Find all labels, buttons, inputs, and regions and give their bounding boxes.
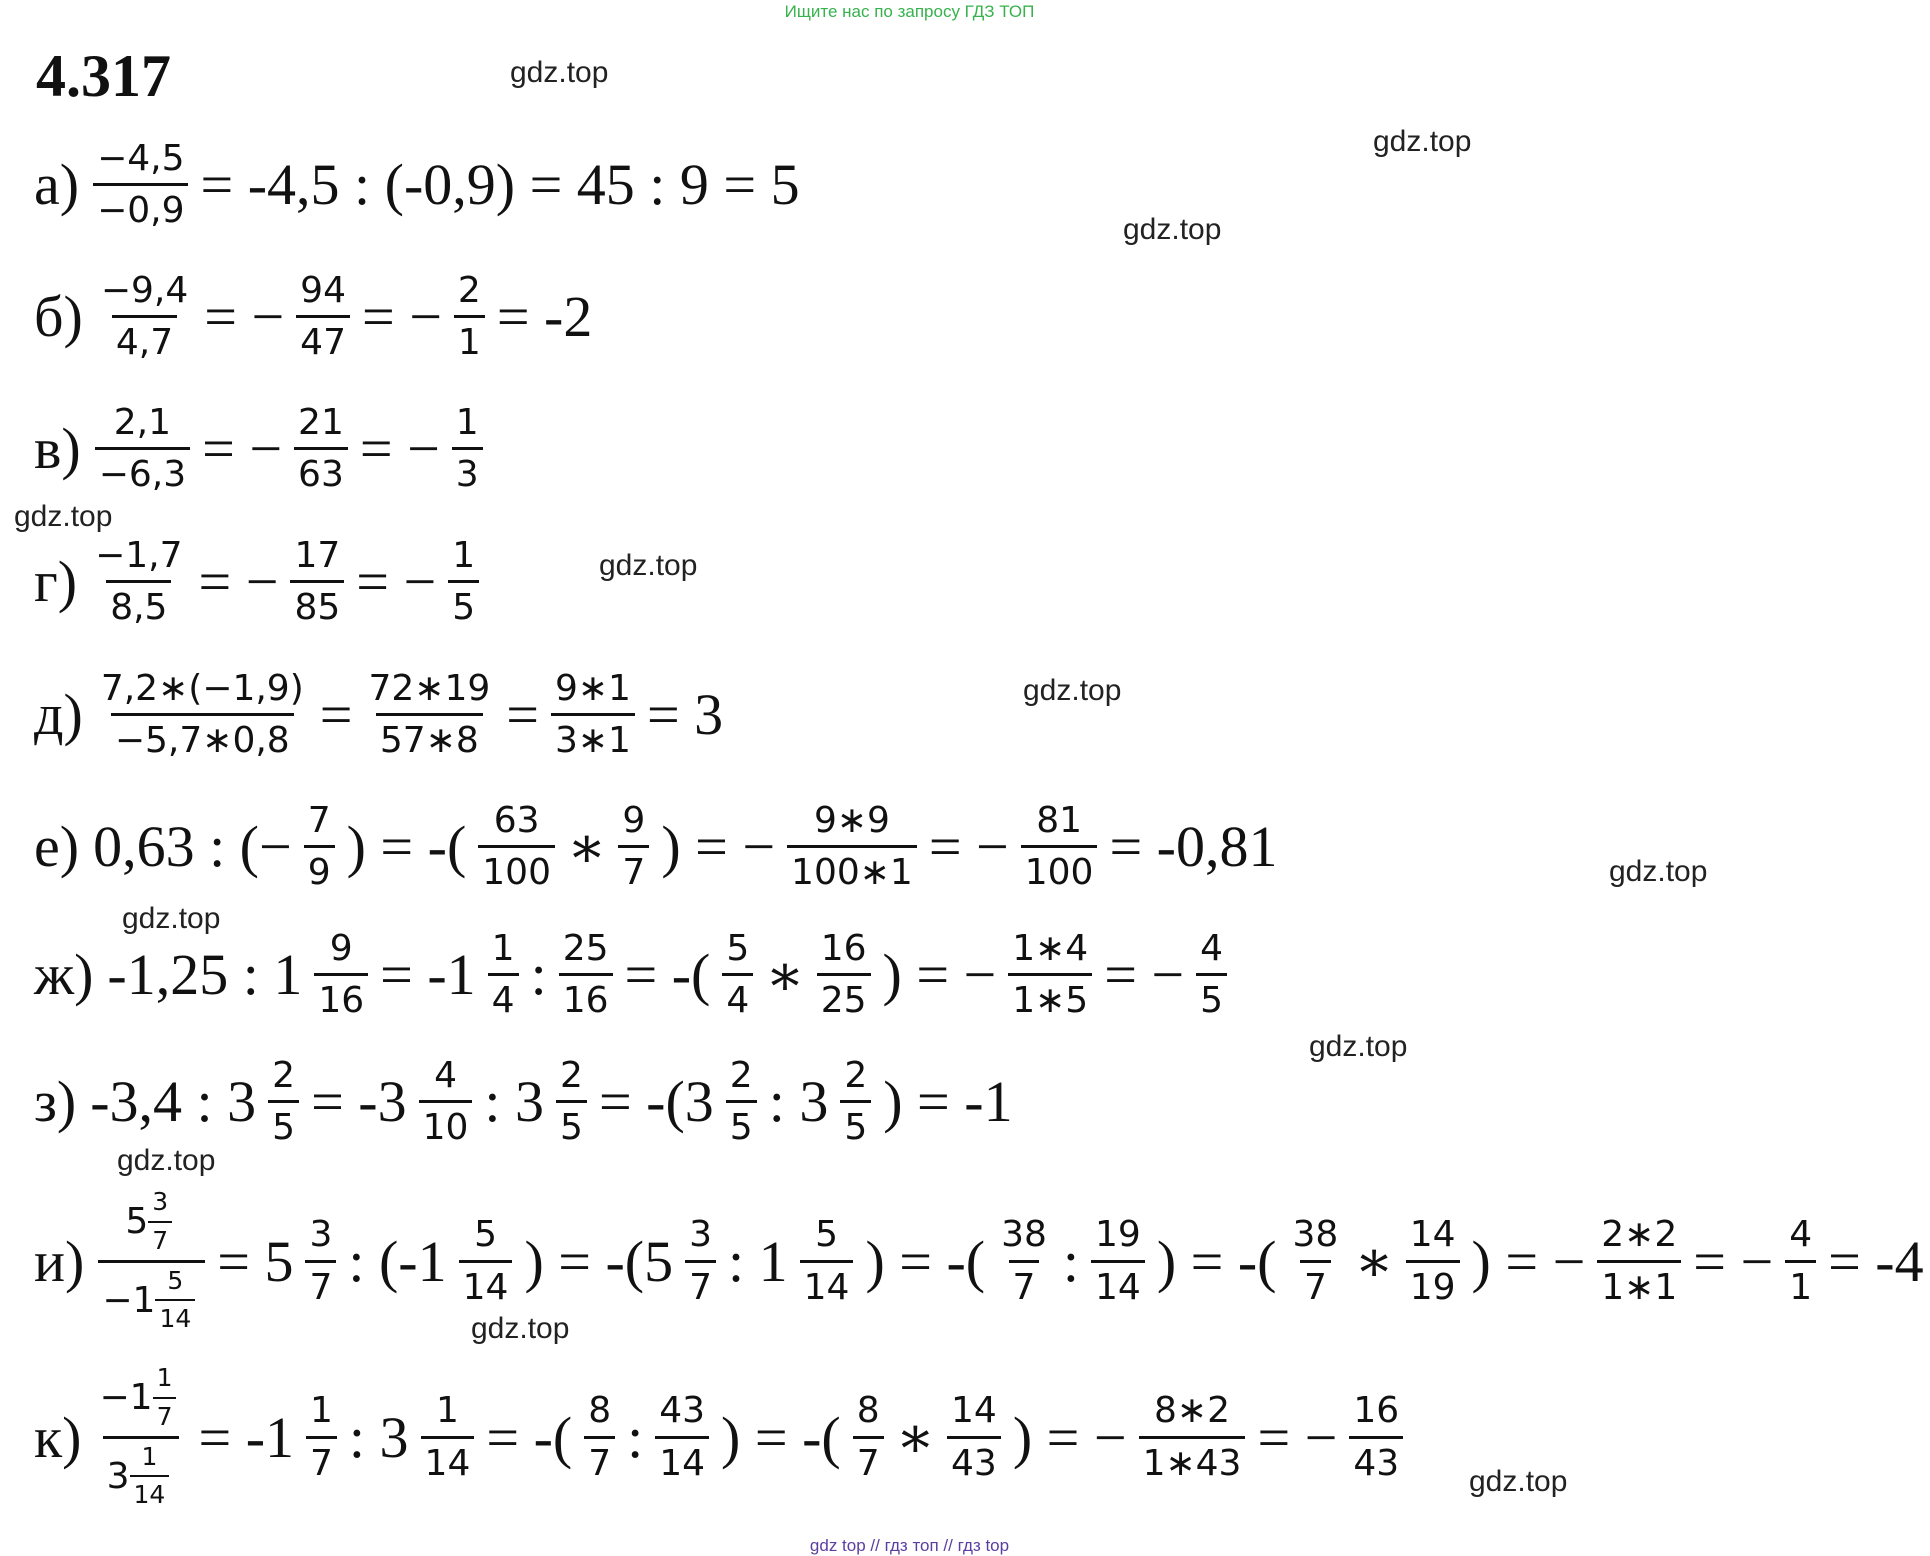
- expression-text: : 3: [484, 1069, 545, 1135]
- denominator: 7: [148, 1221, 172, 1256]
- fraction: [478, 800, 555, 894]
- fraction: [130, 1443, 170, 1511]
- denominator: 16: [559, 973, 613, 1021]
- numerator: 1: [436, 1390, 459, 1432]
- equation-d: [34, 668, 729, 762]
- numerator: 2∗2: [1601, 1214, 1678, 1256]
- numerator: 3: [689, 1214, 712, 1256]
- numerator: 4: [1789, 1214, 1813, 1256]
- numerator: [121, 1188, 182, 1260]
- fraction: [155, 1267, 195, 1335]
- item-label: д): [34, 682, 83, 748]
- numerator: 1: [452, 535, 476, 576]
- expression-text: ) = -(5: [524, 1228, 674, 1294]
- expression-text: = -4: [1828, 1228, 1924, 1294]
- expression-text: = −: [204, 284, 285, 350]
- expression-text: = −: [359, 416, 440, 482]
- expression-text: = −: [361, 284, 442, 350]
- numerator: 1: [310, 1390, 333, 1432]
- expression-text: = -(: [624, 942, 711, 1008]
- fraction: [97, 270, 192, 364]
- denominator: 5: [268, 1100, 299, 1148]
- numerator: 5: [167, 1265, 184, 1295]
- expression-text: : (-1: [348, 1228, 447, 1294]
- fraction: [454, 270, 485, 364]
- watermark: gdz.top: [1469, 1465, 1568, 1498]
- watermark: gdz.top: [1023, 674, 1122, 707]
- numerator: 5: [474, 1214, 497, 1256]
- whole-part: 3: [106, 1455, 130, 1497]
- denominator: 4: [722, 973, 753, 1021]
- expression-text: :: [627, 1404, 644, 1470]
- numerator: 3: [152, 1187, 169, 1216]
- expression-text: =: [319, 682, 353, 748]
- fraction: [556, 1055, 587, 1149]
- numerator: 38: [1292, 1214, 1339, 1256]
- denominator: 4: [488, 973, 519, 1021]
- numerator: 16: [820, 928, 867, 969]
- numerator: 2: [729, 1055, 753, 1096]
- fraction: [726, 1055, 757, 1149]
- item-label: и): [34, 1228, 85, 1294]
- denominator: 5: [448, 580, 479, 628]
- denominator: 85: [290, 580, 344, 628]
- denominator: 14: [655, 1436, 709, 1484]
- numerator: 2: [844, 1055, 868, 1096]
- watermark: gdz.top: [1373, 125, 1472, 158]
- fraction: [153, 1364, 177, 1432]
- watermark: gdz.top: [1309, 1030, 1408, 1063]
- numerator: 9∗1: [554, 668, 631, 709]
- watermark: gdz.top: [471, 1312, 570, 1345]
- denominator: 14: [130, 1475, 170, 1510]
- numerator: 1∗4: [1012, 928, 1089, 969]
- expression-text: : 3: [768, 1069, 829, 1135]
- expression-text: = −: [202, 416, 283, 482]
- expression-text: = −: [198, 549, 279, 615]
- expression-text: ) = -(: [865, 1228, 986, 1294]
- expression-text: = -(: [486, 1404, 573, 1470]
- denominator: 1∗1: [1597, 1260, 1681, 1308]
- denominator: 14: [800, 1260, 854, 1308]
- fraction: [93, 138, 188, 232]
- expression-text: -3,4 : 3: [90, 1069, 257, 1135]
- numerator: 9: [622, 800, 646, 841]
- denominator: 9: [304, 845, 335, 893]
- expression-text: = −: [928, 814, 1009, 880]
- denominator: 5: [1196, 973, 1227, 1021]
- numerator: 94: [300, 270, 346, 311]
- fraction: [268, 1055, 299, 1149]
- numerator: 38: [1001, 1214, 1047, 1256]
- equation-v: [34, 402, 489, 496]
- numerator: 2: [272, 1055, 296, 1096]
- expression-text: = -4,5 : (-0,9) = 45 : 9 = 5: [200, 152, 800, 218]
- denominator: 7: [306, 1436, 337, 1484]
- denominator: 7: [584, 1436, 615, 1484]
- watermark: gdz.top: [599, 549, 698, 582]
- fraction: [800, 1214, 854, 1308]
- problem-number: 4.317: [36, 43, 171, 109]
- fraction: [91, 535, 186, 629]
- denominator: 4,7: [112, 315, 177, 363]
- fraction: [618, 800, 649, 894]
- item-label: к): [34, 1404, 82, 1470]
- expression-text: =: [506, 682, 539, 748]
- denominator: 14: [155, 1299, 195, 1334]
- expression-text: ) = −: [661, 814, 776, 880]
- fraction: [95, 402, 190, 496]
- numerator: 2,1: [113, 402, 172, 443]
- numerator: 14: [1409, 1214, 1456, 1256]
- equation-g: [34, 535, 485, 629]
- denominator: 100∗1: [787, 845, 917, 893]
- fraction: [488, 928, 519, 1022]
- numerator: 25: [562, 928, 609, 969]
- expression-text: ) = -(: [1156, 1228, 1277, 1294]
- watermark: gdz.top: [117, 1144, 216, 1177]
- fraction: [1597, 1214, 1681, 1308]
- expression-text: : 1: [728, 1228, 788, 1294]
- expression-text: ∗: [1354, 1229, 1394, 1294]
- fraction: [1196, 928, 1227, 1022]
- denominator: 43: [1349, 1436, 1403, 1484]
- numerator: 8∗2: [1154, 1390, 1231, 1432]
- fraction: [290, 535, 344, 629]
- denominator: 14: [421, 1436, 475, 1484]
- numerator: 16: [1353, 1390, 1400, 1432]
- denominator: 7: [685, 1260, 716, 1308]
- denominator: 57∗8: [376, 713, 483, 761]
- fraction: [1091, 1214, 1145, 1308]
- numerator: 8: [588, 1390, 612, 1432]
- expression-text: = −: [1104, 942, 1185, 1008]
- denominator: 43: [947, 1436, 1001, 1484]
- denominator: 7: [618, 845, 649, 893]
- expression-text: :: [530, 942, 547, 1008]
- denominator: 19: [1406, 1260, 1460, 1308]
- fraction: [421, 1390, 475, 1484]
- expression-text: ) = −: [1471, 1228, 1586, 1294]
- denominator: 63: [294, 447, 348, 495]
- fraction: [294, 402, 348, 496]
- numerator: −9,4: [100, 270, 189, 311]
- denominator: 1∗5: [1008, 973, 1092, 1021]
- expression-text: = -2: [496, 284, 593, 350]
- fraction: [853, 1390, 884, 1484]
- numerator: 1: [455, 402, 479, 443]
- numerator: 9∗9: [813, 800, 890, 841]
- watermark: gdz.top: [122, 902, 221, 935]
- expression-text: = -0,81: [1109, 814, 1278, 880]
- expression-text: = −: [356, 549, 437, 615]
- numerator: 4: [1200, 928, 1224, 969]
- denominator: 5: [726, 1100, 757, 1148]
- expression-text: -1,25 : 1: [107, 942, 303, 1008]
- fraction: [559, 928, 613, 1022]
- equation-a: [34, 138, 806, 232]
- denominator: 100: [478, 845, 555, 893]
- fraction: [947, 1390, 1001, 1484]
- fraction: [459, 1214, 513, 1308]
- fraction: [1406, 1214, 1460, 1308]
- expression-text: = -(3: [598, 1069, 714, 1135]
- denominator: 8,5: [106, 580, 171, 628]
- equation-b: [34, 270, 598, 364]
- expression-text: = −: [1257, 1404, 1338, 1470]
- fraction: [1021, 800, 1098, 894]
- denominator: 7: [153, 1397, 177, 1432]
- denominator: 47: [296, 315, 350, 363]
- numerator: 1: [491, 928, 515, 969]
- fraction: [551, 668, 635, 762]
- expression-text: ∗: [566, 814, 607, 880]
- expression-text: = 5: [217, 1228, 294, 1294]
- fraction: [296, 270, 350, 364]
- top-banner: Ищите нас по запросу ГДЗ ТОП: [784, 2, 1035, 21]
- fraction: [97, 668, 308, 762]
- equation-i: [34, 1188, 1930, 1334]
- fraction: [1289, 1214, 1343, 1308]
- numerator: [96, 1364, 187, 1436]
- compound-fraction: [96, 1364, 187, 1510]
- numerator: 2: [560, 1055, 583, 1096]
- denominator: −5,7∗0,8: [111, 713, 294, 761]
- fraction: [787, 800, 917, 894]
- numerator: 7: [307, 800, 331, 841]
- denominator: [103, 1436, 180, 1511]
- watermark: gdz.top: [1123, 213, 1222, 246]
- fraction: [304, 800, 335, 894]
- numerator: 3: [309, 1214, 333, 1256]
- denominator: 25: [817, 973, 871, 1021]
- equation-zh: [34, 928, 1233, 1022]
- fraction: [655, 1390, 709, 1484]
- numerator: −4,5: [97, 138, 185, 179]
- fraction: [997, 1214, 1051, 1308]
- expression-text: = -1: [380, 942, 476, 1008]
- expression-text: ) = -1: [883, 1069, 1013, 1135]
- numerator: 8: [856, 1390, 880, 1432]
- fraction: [452, 402, 483, 496]
- expression-text: : 3: [348, 1404, 409, 1470]
- fraction: [722, 928, 753, 1022]
- item-label: ж): [34, 942, 94, 1008]
- fraction: [148, 1188, 172, 1256]
- fraction: [419, 1055, 473, 1149]
- fraction: [817, 928, 871, 1022]
- numerator: 5: [815, 1214, 838, 1256]
- item-label: б): [34, 284, 83, 350]
- expression-text: ∗: [765, 942, 805, 1008]
- fraction: [1008, 928, 1092, 1022]
- fraction: [584, 1390, 615, 1484]
- fraction: [314, 928, 368, 1022]
- numerator: 1: [141, 1441, 158, 1471]
- denominator: 10: [419, 1100, 473, 1148]
- fraction: [305, 1214, 336, 1308]
- denominator: 7: [305, 1260, 336, 1308]
- numerator: 17: [294, 535, 341, 576]
- denominator: −6,3: [95, 447, 190, 495]
- numerator: 2: [457, 270, 481, 311]
- expression-text: ) = -(: [346, 814, 467, 880]
- numerator: 81: [1036, 800, 1083, 841]
- numerator: 7,2∗(−1,9): [100, 668, 304, 709]
- denominator: 3∗1: [551, 713, 635, 761]
- denominator: 1∗43: [1139, 1436, 1246, 1484]
- numerator: 19: [1095, 1214, 1141, 1256]
- denominator: [98, 1260, 205, 1335]
- fraction: [685, 1214, 716, 1308]
- fraction: [306, 1390, 337, 1484]
- item-label: г): [34, 549, 78, 615]
- watermark: gdz.top: [14, 500, 113, 533]
- denominator: 16: [314, 973, 368, 1021]
- item-label: е): [34, 814, 80, 880]
- expression-text: = −: [1693, 1228, 1774, 1294]
- fraction: [364, 668, 494, 762]
- denominator: 1: [1785, 1260, 1816, 1308]
- fraction: [1349, 1390, 1403, 1484]
- numerator: −1,7: [95, 535, 183, 576]
- numerator: 4: [434, 1055, 457, 1096]
- expression-text: 0,63 : (−: [93, 814, 292, 880]
- denominator: 7: [1009, 1260, 1040, 1308]
- denominator: −0,9: [93, 183, 188, 231]
- whole-part: −1: [102, 1279, 156, 1321]
- item-label: з): [34, 1069, 77, 1135]
- expression-text: = 3: [646, 682, 724, 748]
- numerator: 72∗19: [368, 668, 491, 709]
- denominator: 100: [1021, 845, 1098, 893]
- numerator: 9: [329, 928, 353, 969]
- watermark: gdz.top: [510, 56, 609, 89]
- expression-text: = -1: [198, 1404, 295, 1470]
- expression-text: ) = −: [1012, 1404, 1127, 1470]
- expression-text: = -3: [311, 1069, 407, 1135]
- expression-text: ∗: [895, 1405, 936, 1470]
- bottom-banner: gdz top // гдз топ // гдз top: [809, 1536, 1010, 1555]
- denominator: 1: [454, 315, 485, 363]
- denominator: 14: [1091, 1260, 1145, 1308]
- fraction: [448, 535, 479, 629]
- fraction: [840, 1055, 871, 1149]
- numerator: 63: [493, 800, 540, 841]
- numerator: 21: [298, 402, 344, 443]
- watermark: gdz.top: [1609, 855, 1708, 888]
- fraction: [1139, 1390, 1246, 1484]
- item-label: в): [34, 416, 81, 482]
- denominator: 3: [452, 447, 483, 495]
- whole-part: −1: [99, 1377, 153, 1419]
- numerator: 5: [726, 928, 750, 969]
- expression-text: ) = -(: [721, 1404, 841, 1470]
- equation-e: [34, 800, 1284, 894]
- numerator: 43: [659, 1390, 706, 1432]
- expression-text: :: [1062, 1228, 1080, 1294]
- numerator: 1: [156, 1363, 173, 1392]
- numerator: 14: [951, 1390, 997, 1432]
- compound-fraction: [98, 1188, 205, 1334]
- denominator: 5: [840, 1100, 871, 1148]
- denominator: 7: [1300, 1260, 1331, 1308]
- denominator: 5: [556, 1100, 587, 1148]
- item-label: а): [34, 152, 80, 218]
- equation-z: [34, 1055, 1019, 1149]
- denominator: 7: [853, 1436, 884, 1484]
- denominator: 14: [459, 1260, 513, 1308]
- whole-part: 5: [125, 1201, 149, 1243]
- expression-text: ) = −: [882, 942, 997, 1008]
- equation-k: [34, 1364, 1409, 1510]
- fraction: [1785, 1214, 1816, 1308]
